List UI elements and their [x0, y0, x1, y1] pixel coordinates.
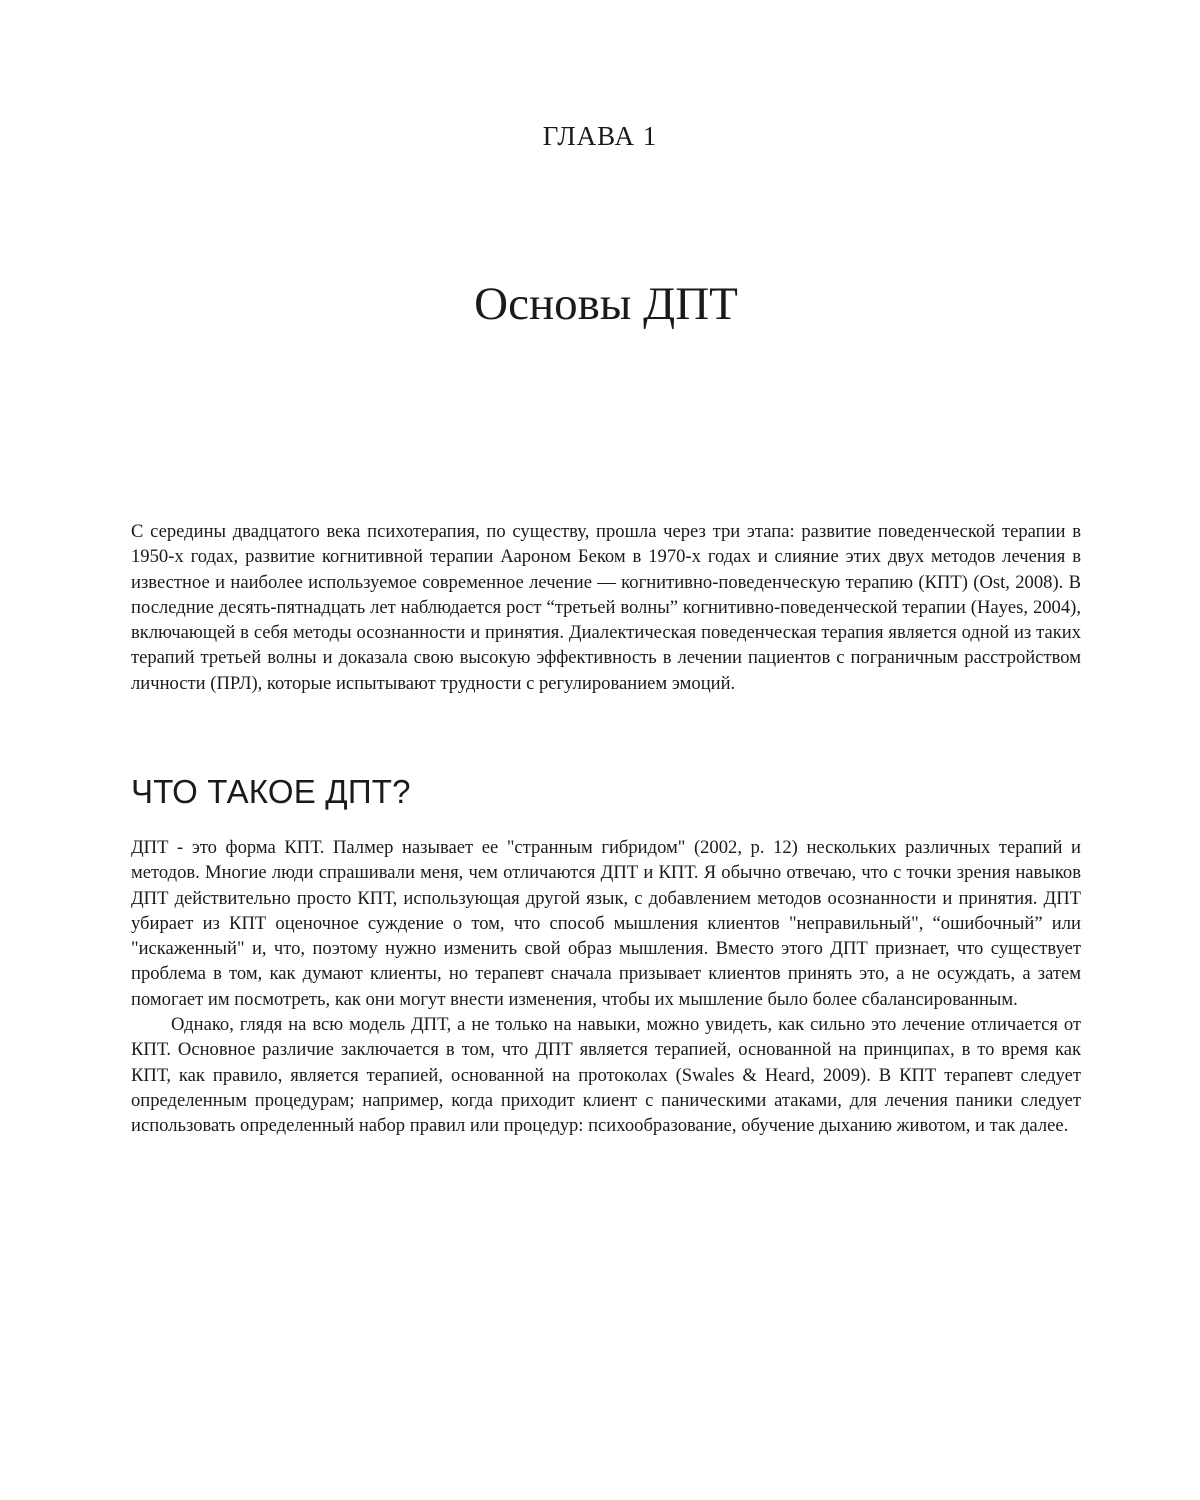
chapter-label: ГЛАВА 1: [542, 121, 658, 151]
section-paragraph-2: Однако, глядя на всю модель ДПТ, а не только на навыки, можно увидеть, как сильно это лечение отличается от КПТ. Основное различие заключается в том, что ДПТ является терапией, основанной на принципах, в то время как КПТ, как правило, является терапией, основанной на протоколах (Swales & Heard, 2009). В КПТ терапевт следует определенным процедурам; например, когда приходит клиент с паническими атаками, для лечения паники следует использовать определенный набор правил или процедур: психообразование, обучение дыханию животом, и так далее.: [131, 1014, 1081, 1137]
section-paragraph-1: ДПТ - это форма КПТ. Палмер называет ее "странным гибридом" (2002, p. 12) нескольких различных терапий и методов. Многие люди спрашивали меня, чем отличаются ДПТ и КПТ. Я обычно отвечаю, что с точки зрения навыков ДПТ действительно просто КПТ, использующая другой язык, с добавлением методов осознанности и принятия. ДПТ убирает из КПТ оценочное суждение о том, что способ мышления клиентов "неправильный", “ошибочный” или "искаженный" и, что, поэтому нужно изменить свой образ мышления. Вместо этого ДПТ признает, что существует проблема в том, как думают клиенты, но терапевт сначала призывает клиентов принять это, а не осуждать, а затем помогает им посмотреть, как они могут внести изменения, чтобы их мышление было более сбалансированным.: [131, 837, 1081, 1010]
section-heading: ЧТО ТАКОЕ ДПТ?: [131, 773, 411, 810]
section-body: [131, 835, 1081, 1139]
intro-paragraph: С середины двадцатого века психотерапия, по существу, прошла через три этапа: развитие поведенческой терапии в 1950-х годах, развитие когнитивной терапии Аароном Беком в 1970-х годах и слияние этих двух методов лечения в известное и наиболее используемое современное лечение — когнитивно-поведенческую терапию (КПТ) (Ost, 2008). В последние десять-пятнадцать лет наблюдается рост “третьей волны” когнитивно-поведенческой терапии (Hayes, 2004), включающей в себя методы осознанности и принятия. Диалектическая поведенческая терапия является одной из таких терапий третьей волны и доказала свою высокую эффективность в лечении пациентов с пограничным расстройством личности (ПРЛ), которые испытывают трудности с регулированием эмоций.: [131, 521, 1081, 694]
intro-section: [131, 519, 1081, 696]
chapter-title: Основы ДПТ: [474, 278, 738, 330]
